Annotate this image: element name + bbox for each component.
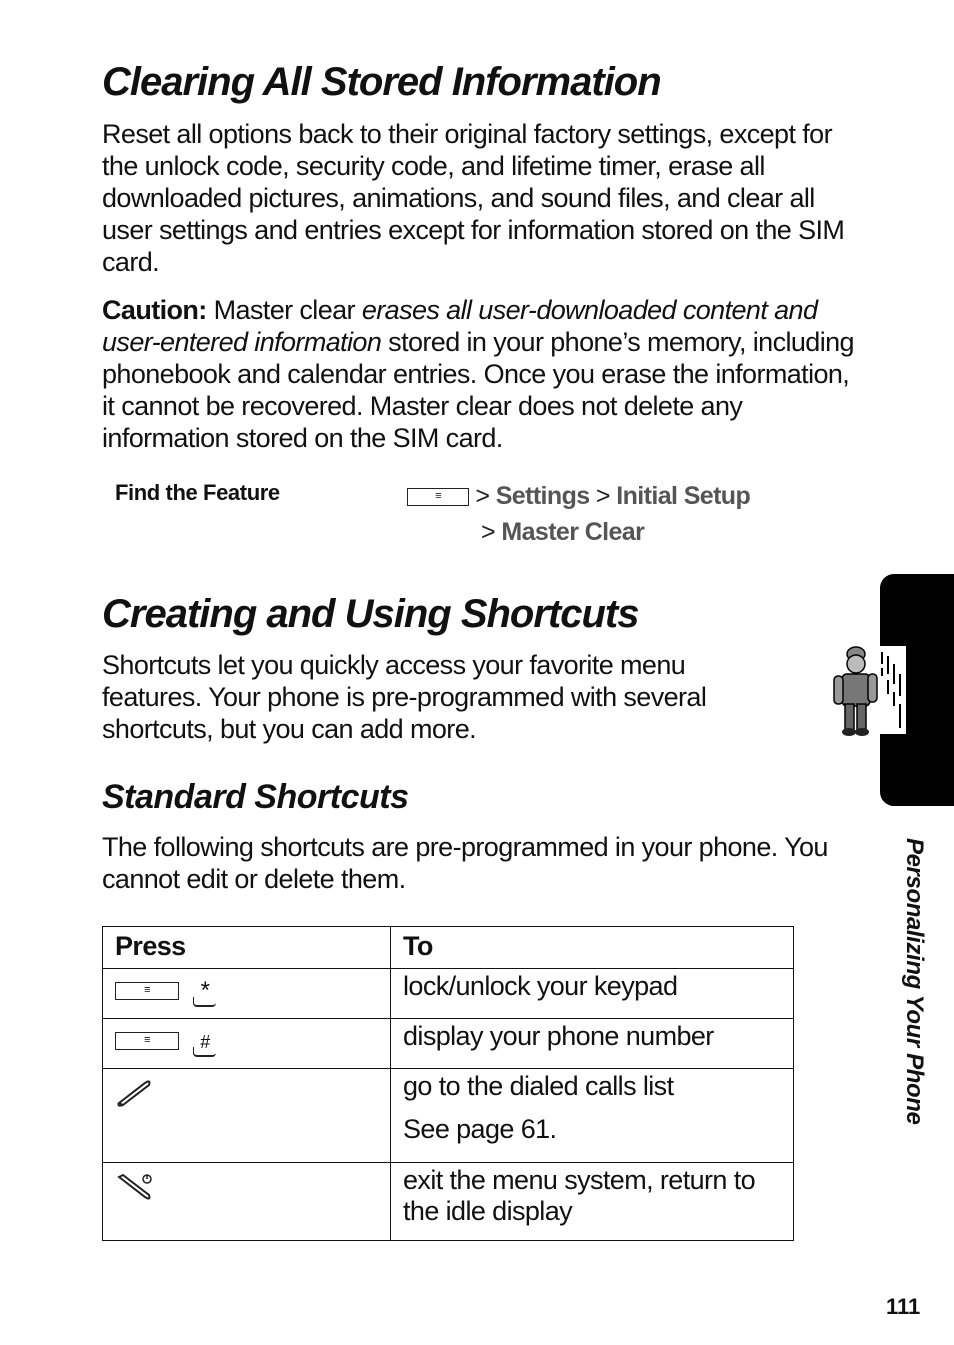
section-title-clearing: Clearing All Stored Information (102, 60, 661, 104)
table-cell-action: exit the menu system, return to the idle display (391, 1163, 794, 1241)
shortcuts-body: Shortcuts let you quickly access your favorite menu features. Your phone is pre-programmed with several shortcuts, but you can add more. (102, 650, 707, 744)
table-row (103, 1069, 794, 1163)
table-row (103, 1163, 794, 1241)
path-separator: > (595, 482, 610, 510)
menu-key-icon (407, 488, 469, 506)
person-with-equalizer-icon (830, 644, 910, 740)
table-cell-keys (103, 969, 391, 1019)
path-item-settings: Settings (495, 482, 590, 510)
standard-shortcuts-body: The following shortcuts are pre-programmed in your phone. You cannot edit or delete them. (102, 832, 828, 894)
see-page-reference: See page 61. (403, 1114, 557, 1144)
table-row (103, 969, 794, 1019)
pound-key-icon: # (191, 1029, 219, 1053)
table-header-to: To (391, 927, 794, 969)
table-cell-keys (103, 1163, 391, 1241)
end-key-icon (115, 1171, 155, 1201)
star-key-icon: * (191, 979, 219, 1003)
table-row (103, 1019, 794, 1069)
caution-text-1: Master clear (206, 295, 362, 325)
table-cell-action (391, 1069, 794, 1163)
action-line: go to the dialed calls list (403, 1071, 674, 1101)
caution-paragraph (102, 294, 862, 454)
table-cell-keys (103, 1019, 391, 1069)
send-key-icon (115, 1077, 155, 1107)
table-cell-keys (103, 1069, 391, 1163)
table-cell-action: lock/unlock your keypad (391, 969, 794, 1019)
section-title-shortcuts: Creating and Using Shortcuts (102, 592, 639, 636)
clearing-body: Reset all options back to their original factory settings, except for the unlock code, security code, and lifetime timer, erase all downloaded pictures, animations, and sound files, and clear all user settings and entries except for information stored on the SIM card. (102, 119, 845, 277)
chapter-title: Personalizing Your Phone (901, 838, 928, 1125)
table-cell-action: display your phone number (391, 1019, 794, 1069)
menu-key-icon (115, 982, 179, 1000)
path-separator: > (481, 518, 495, 546)
menu-key-icon (115, 1032, 179, 1050)
path-separator: > (475, 482, 490, 510)
caution-text-2: stored in your phone’s memory, including phonebook and calendar entries. Once you erase the information, it cannot be recovered. Master clear does not delete any information stored on the SIM card. (102, 327, 854, 453)
caution-italic: erases all user-downloaded content and user-entered information (102, 295, 818, 357)
find-feature-label: Find the Feature (115, 480, 280, 505)
table-header-row (103, 927, 794, 969)
shortcuts-table (102, 926, 794, 1241)
caution-label: Caution: (102, 295, 207, 325)
table-header-press: Press (103, 927, 391, 969)
find-feature-path-line-1 (407, 482, 750, 511)
section-title-standard-shortcuts: Standard Shortcuts (102, 778, 409, 816)
find-feature-path-line-2 (481, 518, 644, 547)
path-item-master-clear: Master Clear (501, 518, 645, 546)
path-item-initial-setup: Initial Setup (616, 482, 751, 510)
page-number: 111 (886, 1294, 921, 1319)
